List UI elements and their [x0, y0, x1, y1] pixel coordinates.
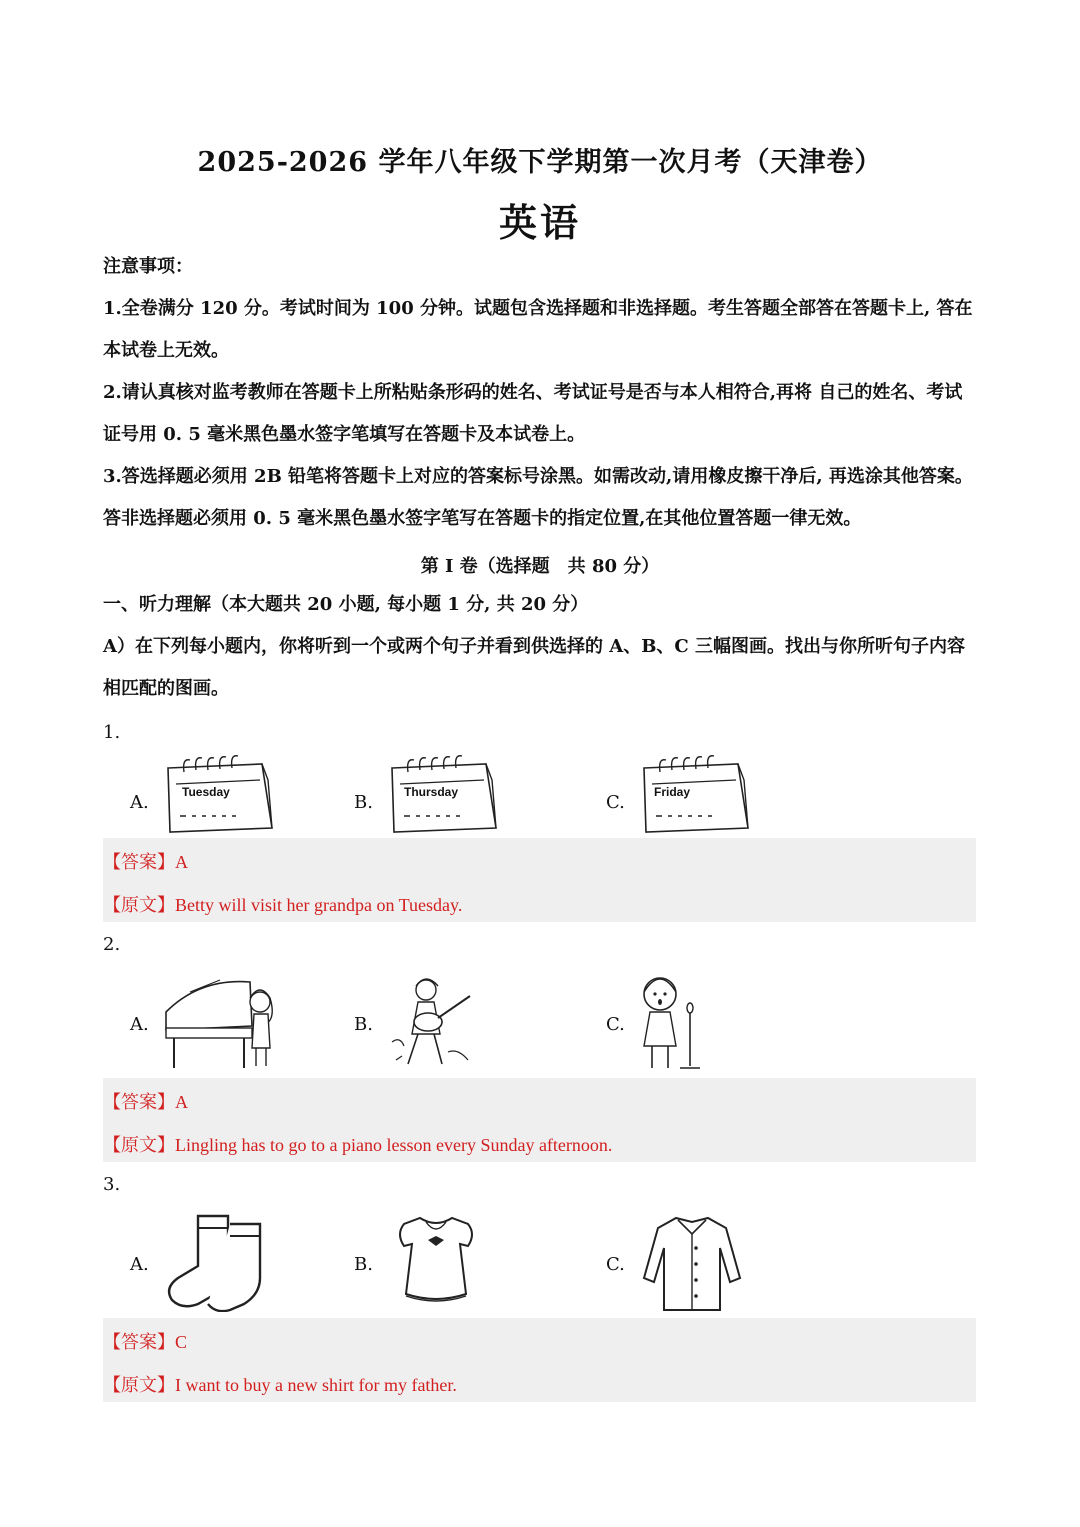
answer-tag: 【答案】 [103, 852, 175, 872]
listening-section-heading: 一、听力理解（本大题共 20 小题, 每小题 1 分, 共 20 分） [103, 594, 589, 615]
singing-girl-icon [630, 972, 720, 1072]
source-tag: 【原文】 [103, 895, 175, 915]
option-label: B. [354, 1254, 373, 1275]
source-tag: 【原文】 [103, 1375, 175, 1395]
notice-item-2: 2.请认真核对监考教师在答题卡上所粘贴条形码的姓名、考试证号是否与本人相符合,再将 自己的姓名、考试证号用 0. 5 毫米黑色墨水签字笔填写在答题卡及本试卷上。 [103, 382, 963, 445]
question-3-options [0, 1212, 1080, 1322]
listening-instruction: A）在下列每小题内，你将听到一个或两个句子并看到供选择的 A、B、C 三幅图画。找出与你所听句子内容相匹配的图画。 [103, 636, 966, 699]
source-text: Betty will visit her grandpa on Tuesday. [175, 895, 463, 915]
calendar-day-text: Tuesday [182, 785, 230, 799]
question-number: 1. [103, 722, 121, 743]
option-label: A. [130, 1014, 149, 1035]
page-title: 2025-2026 学年八年级下学期第一次月考（天津卷） [197, 147, 883, 178]
answer-tag: 【答案】 [103, 1332, 175, 1352]
source-text: Lingling has to go to a piano lesson every Sunday afternoon. [175, 1135, 613, 1155]
answer-box [103, 1078, 976, 1162]
answer-box [103, 1318, 976, 1402]
notice-heading: 注意事项： [103, 256, 193, 277]
calendar-icon [386, 752, 498, 837]
question-2-options [0, 972, 1080, 1082]
answer-value: C [175, 1332, 188, 1352]
option-label: A. [130, 792, 149, 813]
source-tag: 【原文】 [103, 1135, 175, 1155]
answer-tag: 【答案】 [103, 1092, 175, 1112]
guitar-girl-icon [388, 972, 478, 1072]
source-line [103, 891, 462, 917]
calendar-icon [638, 752, 750, 837]
subject-title: 英语 [498, 200, 581, 245]
question-number: 3. [103, 1174, 121, 1195]
answer-line [103, 1328, 187, 1354]
source-line [103, 1131, 612, 1157]
question-number: 2. [103, 934, 121, 955]
option-label: C. [606, 1014, 625, 1035]
answer-line [103, 1088, 188, 1114]
dress-icon [386, 1212, 486, 1312]
part1-heading: 第 I 卷（选择题 共 80 分） [420, 556, 660, 577]
piano-girl-icon [160, 972, 280, 1072]
answer-value: A [175, 1092, 188, 1112]
shirt-icon [638, 1212, 744, 1312]
socks-icon [162, 1212, 268, 1312]
option-label: B. [354, 792, 373, 813]
answer-value: A [175, 852, 188, 872]
answer-box [103, 838, 976, 922]
option-label: B. [354, 1014, 373, 1035]
answer-line [103, 848, 188, 874]
option-label: A. [130, 1254, 149, 1275]
calendar-icon [162, 752, 274, 837]
calendar-day-text: Friday [654, 785, 691, 799]
source-line [103, 1371, 457, 1397]
notice-item-1: 1.全卷满分 120 分。考试时间为 100 分钟。试题包含选择题和非选择题。考生答题全部答在答题卡上, 答在本试卷上无效。 [103, 298, 973, 361]
notice-item-3: 3.答选择题必须用 2B 铅笔将答题卡上对应的答案标号涂黑。如需改动,请用橡皮擦干净后, 再选涂其他答案。答非选择题必须用 0. 5 毫米黑色墨水签字笔写在答题卡的指定位置,在其他位置答题一律无效。 [103, 466, 973, 529]
source-text: I want to buy a new shirt for my father. [175, 1375, 457, 1395]
option-label: C. [606, 1254, 625, 1275]
option-label: C. [606, 792, 625, 813]
calendar-day-text: Thursday [404, 785, 459, 799]
